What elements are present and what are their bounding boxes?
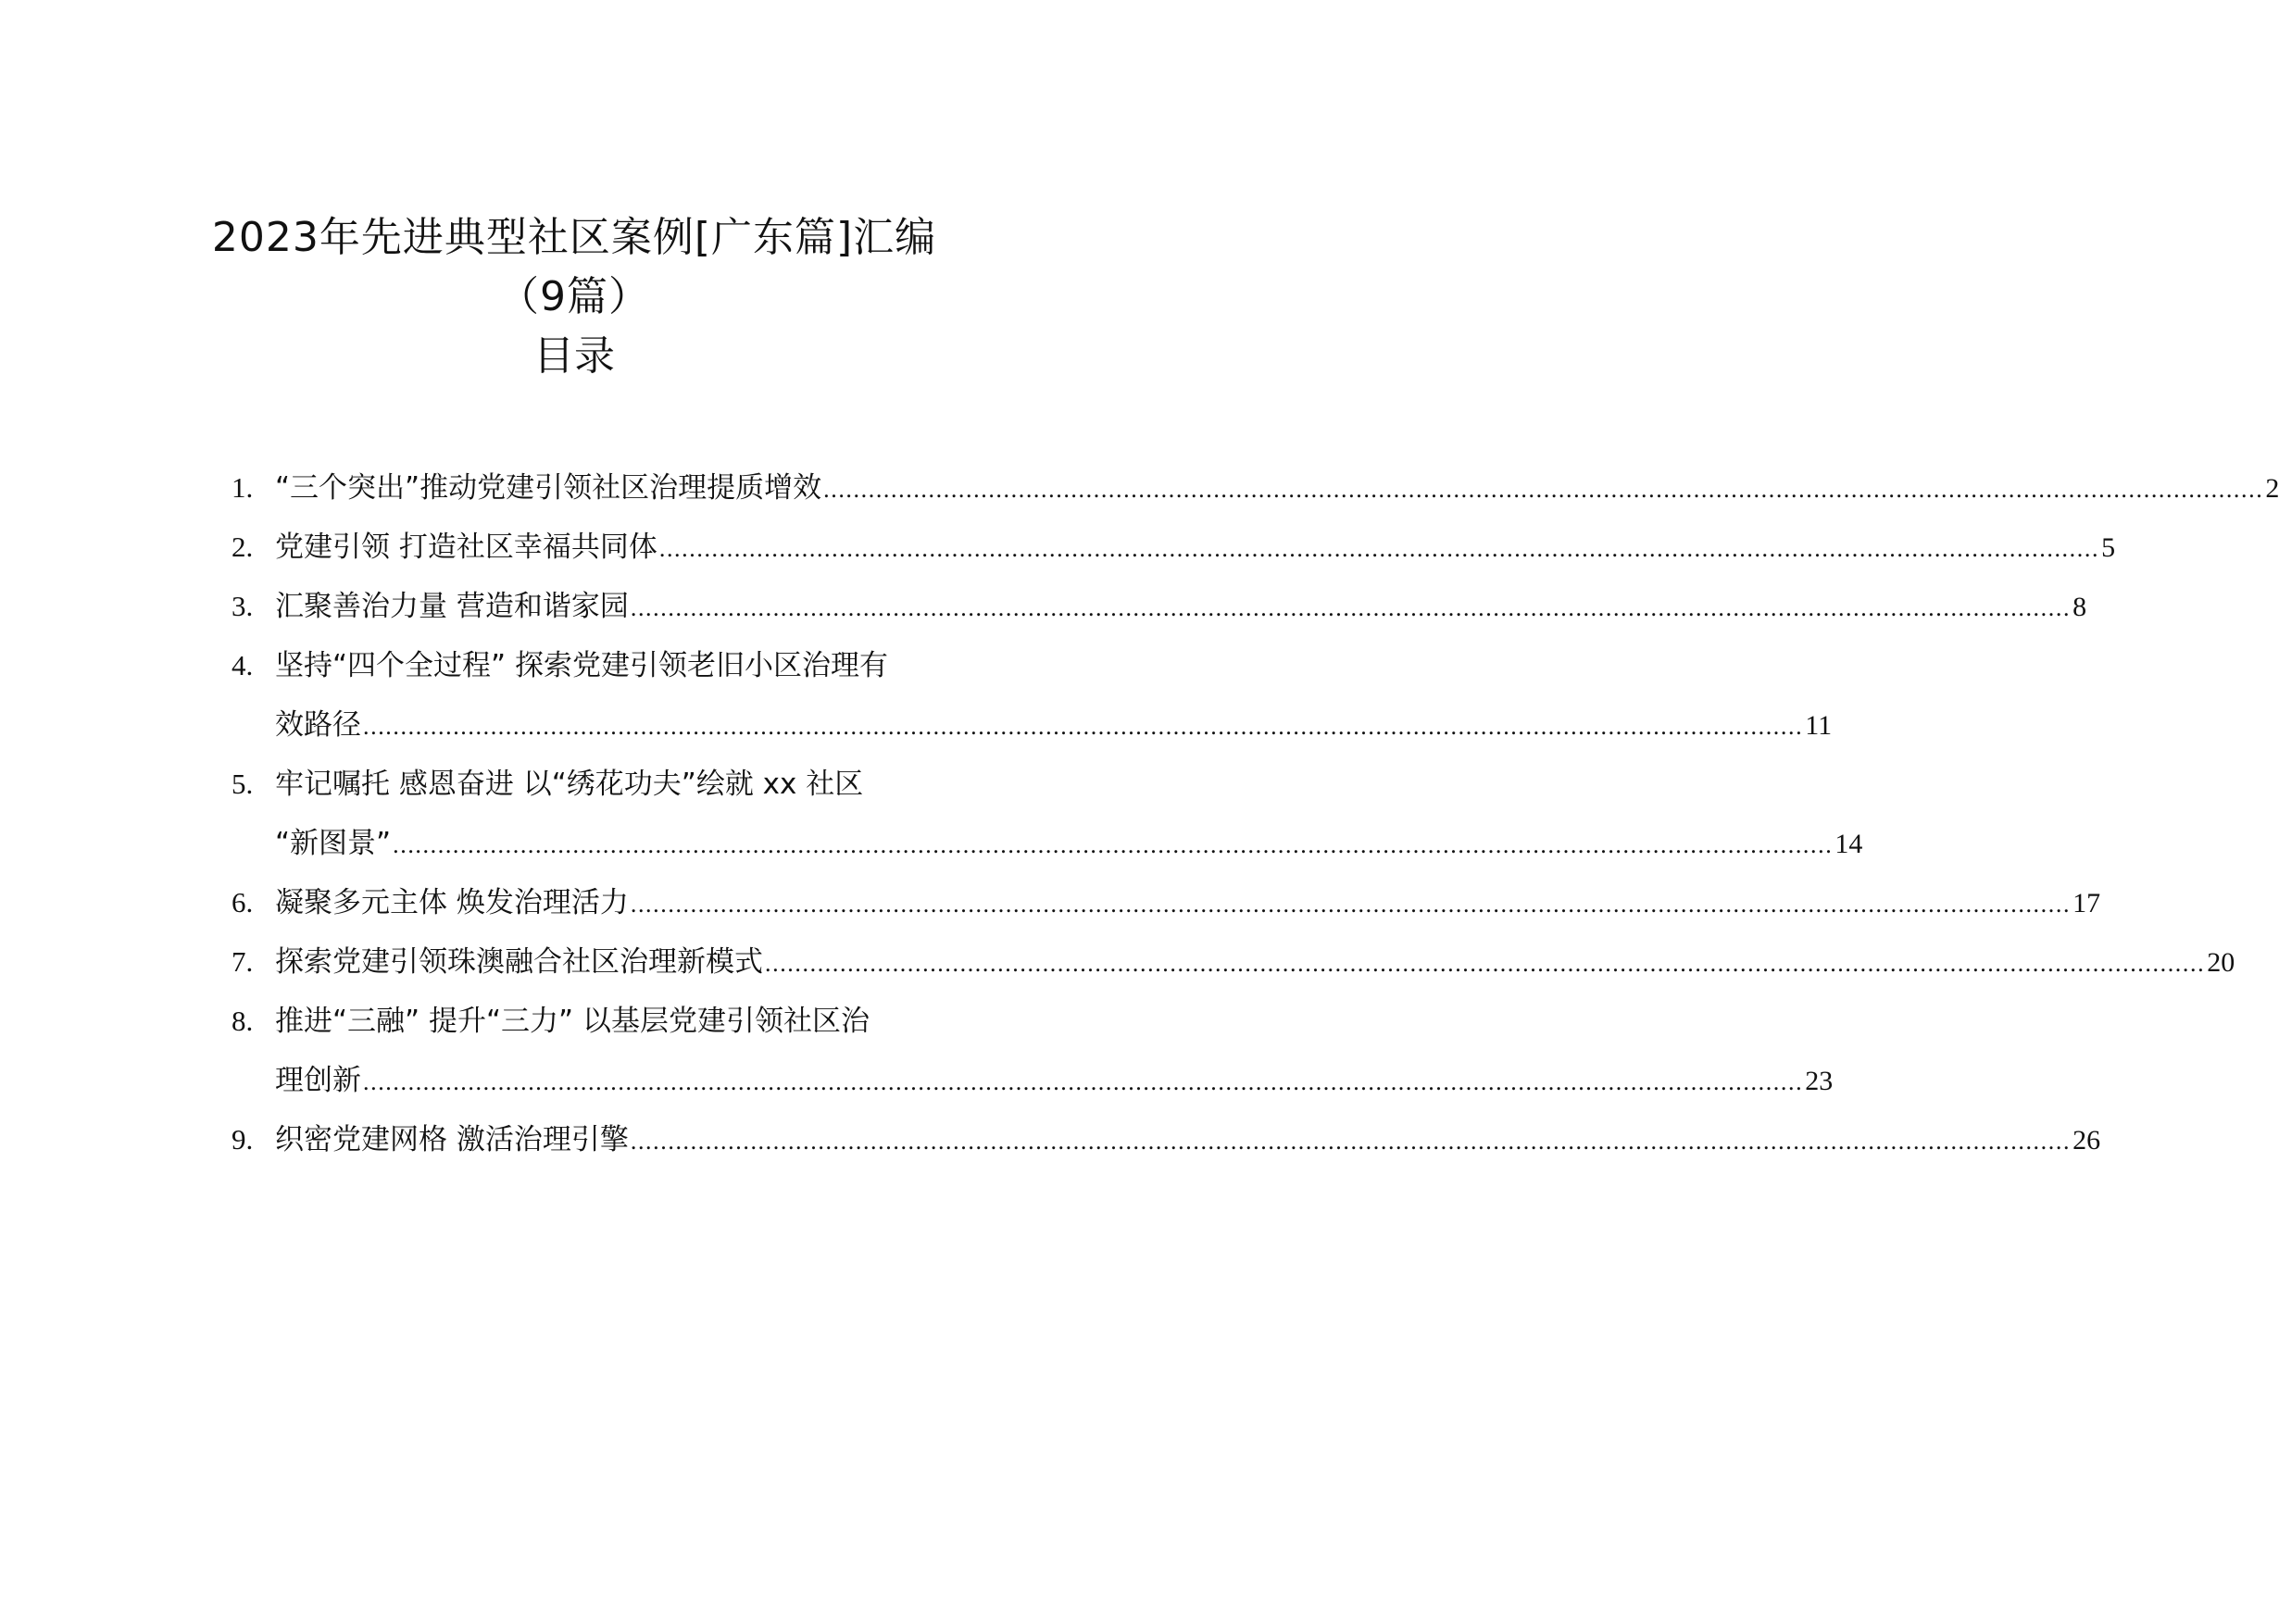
toc-entry[interactable]	[232, 577, 2087, 636]
toc-entry-number: 1.	[232, 471, 254, 504]
toc-entry-body	[275, 873, 2100, 932]
toc-entry-line	[275, 636, 1832, 695]
toc-leader-dots	[659, 519, 2099, 579]
toc-entry-body	[275, 458, 2279, 518]
toc-entry-number: 4.	[232, 649, 254, 681]
toc-entry[interactable]	[232, 755, 1863, 873]
toc-entry[interactable]	[232, 873, 2101, 932]
toc-entry-title-continued[interactable]: 效路径	[275, 708, 361, 742]
toc-entry-line	[275, 814, 1862, 873]
toc-entry-number: 7.	[232, 945, 254, 978]
toc-entry-number: 8.	[232, 1005, 254, 1037]
toc-entry-body	[275, 1110, 2100, 1169]
toc-entry-line	[275, 992, 1833, 1051]
toc-entry-title[interactable]: 牢记嘱托 感恩奋进 以“绣花功夫”绘就 xx 社区	[275, 768, 864, 801]
toc-entry[interactable]	[232, 1110, 2101, 1169]
toc-leader-dots	[631, 579, 2071, 638]
toc-entry-body	[275, 932, 2235, 992]
toc-entry-line	[275, 755, 1862, 814]
toc-entry-title[interactable]: 党建引领 打造社区幸福共同体	[275, 531, 657, 564]
toc-entry-title[interactable]: 织密党建网格 激活治理引擎	[275, 1123, 629, 1156]
toc-entry[interactable]	[232, 932, 2235, 992]
toc-entry-line	[275, 518, 2115, 577]
toc-entry-title[interactable]: 汇聚善治力量 营造和谐家园	[275, 590, 629, 623]
toc-entry-title[interactable]: 凝聚多元主体 焕发治理活力	[275, 886, 629, 919]
toc-entry-line	[275, 695, 1832, 755]
toc-entry-page[interactable]: 20	[2207, 947, 2235, 978]
toc-leader-dots	[393, 816, 1833, 875]
toc-entry[interactable]	[232, 458, 2279, 518]
toc-entry-line	[275, 1110, 2100, 1169]
toc-leader-dots	[363, 1053, 1803, 1112]
toc-entry-line	[275, 1051, 1833, 1110]
toc-leader-dots	[363, 697, 1803, 756]
toc-entry-body	[275, 518, 2115, 577]
toc-entry-line	[275, 873, 2100, 932]
toc-leader-dots	[631, 1112, 2071, 1171]
toc-entry-title-continued[interactable]: 理创新	[275, 1064, 361, 1097]
toc-entry-number: 9.	[232, 1123, 254, 1156]
toc-entry-body	[275, 577, 2086, 636]
toc-entry-page[interactable]: 11	[1805, 710, 1833, 741]
toc-entry-body	[275, 636, 1832, 755]
toc-entry-title[interactable]: 探索党建引领珠澳融合社区治理新模式	[275, 945, 763, 979]
toc-entry-number: 5.	[232, 768, 254, 800]
toc-leader-dots	[765, 934, 2205, 993]
toc-leader-dots	[823, 460, 2263, 519]
toc-entry-title-continued[interactable]: “新图景”	[275, 827, 392, 860]
toc-entry-number: 2.	[232, 531, 254, 563]
toc-entry[interactable]	[232, 992, 1834, 1110]
toc-entry-line	[275, 458, 2279, 518]
toc-entry-body	[275, 992, 1833, 1110]
toc-entry-number: 3.	[232, 590, 254, 622]
toc-entry-page[interactable]: 14	[1834, 829, 1863, 859]
toc-entry-line	[275, 577, 2086, 636]
table-of-contents	[232, 458, 2279, 1169]
toc-entry-title[interactable]: 推进“三融” 提升“三力” 以基层党建引领社区治	[275, 1005, 870, 1038]
toc-entry-title[interactable]: 坚持“四个全过程” 探索党建引领老旧小区治理有	[275, 649, 888, 682]
title-block	[0, 208, 1148, 386]
toc-entry[interactable]	[232, 636, 1833, 755]
toc-entry-body	[275, 755, 1862, 873]
toc-heading: 目录	[533, 332, 615, 380]
document-subtitle: （9篇）	[498, 273, 650, 320]
toc-entry-page[interactable]: 8	[2072, 592, 2087, 622]
toc-entry-line	[275, 932, 2235, 992]
toc-entry-page[interactable]: 17	[2072, 888, 2101, 918]
document-title: 2023年先进典型社区案例[广东篇]汇编	[211, 214, 937, 261]
toc-entry-number: 6.	[232, 886, 254, 918]
toc-entry-page[interactable]: 23	[1805, 1066, 1834, 1096]
toc-entry[interactable]	[232, 518, 2116, 577]
toc-entry-page[interactable]: 5	[2101, 532, 2116, 563]
toc-entry-page[interactable]: 26	[2072, 1125, 2101, 1156]
toc-entry-title[interactable]: “三个突出”推动党建引领社区治理提质增效	[275, 471, 822, 505]
toc-leader-dots	[631, 875, 2071, 934]
toc-entry-page[interactable]: 2	[2265, 473, 2279, 504]
